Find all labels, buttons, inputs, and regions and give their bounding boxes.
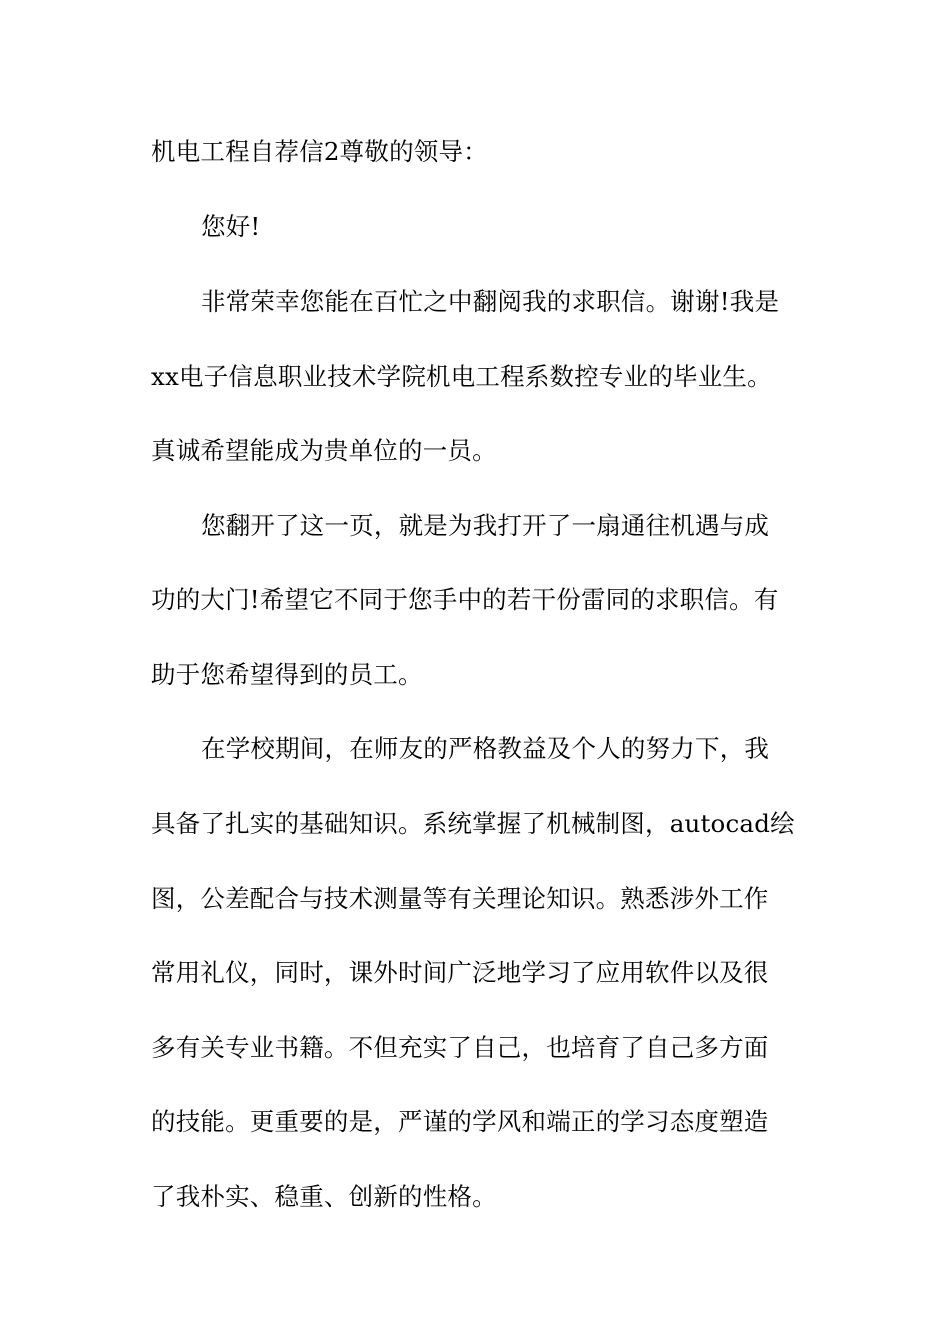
paragraph-2-line-1: 您翻开了这一页，就是为我打开了一扇通往机遇与成 — [201, 511, 770, 540]
greeting: 您好! — [201, 212, 261, 241]
paragraph-3-line-6: 的技能。更重要的是，严谨的学风和端正的学习态度塑造 — [151, 1107, 769, 1136]
paragraph-3-line-3: 图，公差配合与技术测量等有关理论知识。熟悉涉外工作 — [151, 884, 769, 913]
paragraph-3-line-1: 在学校期间，在师友的严格教益及个人的努力下，我 — [201, 734, 770, 763]
paragraph-3-line-7: 了我朴实、稳重、创新的性格。 — [151, 1182, 497, 1211]
paragraph-1-line-2: xx电子信息职业技术学院机电工程系数控专业的毕业生。 — [151, 362, 772, 391]
paragraph-2-line-2: 功的大门!希望它不同于您手中的若干份雷同的求职信。有 — [151, 585, 779, 614]
paragraph-2-line-3: 助于您希望得到的员工。 — [151, 660, 423, 689]
paragraph-3-line-4: 常用礼仪，同时，课外时间广泛地学习了应用软件以及很 — [151, 958, 769, 987]
paragraph-3-line-5: 多有关专业书籍。不但充实了自己，也培育了自己多方面 — [151, 1033, 769, 1062]
paragraph-1-line-1: 非常荣幸您能在百忙之中翻阅我的求职信。谢谢!我是 — [201, 287, 780, 316]
paragraph-3-line-2: 具备了扎实的基础知识。系统掌握了机械制图，autocad绘 — [151, 809, 795, 838]
letter-heading: 机电工程自荐信2尊敬的领导： — [151, 137, 488, 166]
paragraph-1-line-3: 真诚希望能成为贵单位的一员。 — [151, 436, 497, 465]
